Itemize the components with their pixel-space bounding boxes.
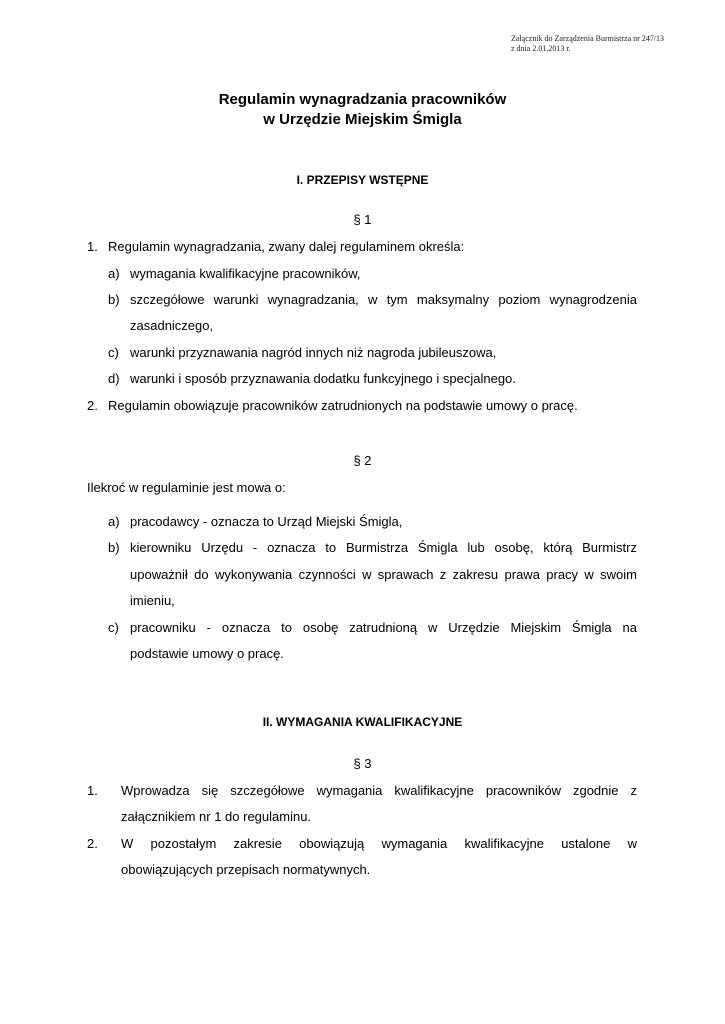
paragraph-mark-2: § 2 (353, 453, 372, 468)
list-item-text: Wprowadza się szczegółowe wymagania kwalifikacyjne pracowników zgodnie z (121, 783, 637, 798)
section-heading-1: I. PRZEPISY WSTĘPNE (296, 173, 429, 187)
paragraph-mark-1: § 1 (353, 212, 372, 227)
list-number: 2. (87, 398, 98, 413)
annex-note (511, 34, 664, 54)
list-letter: c) (108, 620, 119, 635)
list-letter: b) (108, 540, 120, 555)
list-number: 1. (87, 239, 98, 254)
annex-line-2: z dnia 2.01.2013 r. (511, 44, 571, 53)
list-item-text: pracowniku - oznacza to osobę zatrudnioną w Urzędzie Miejskim Śmigla na (130, 620, 637, 635)
list-item-text-continuation: podstawie umowy o pracę. (130, 646, 284, 661)
list-letter: b) (108, 292, 120, 307)
list-letter: c) (108, 345, 119, 360)
list-item-text-continuation: obowiązujących przepisach normatywnych. (121, 862, 371, 877)
list-item-text-continuation: upoważnił do wykonywania czynności w sprawach z zakresu prawa pracy w swoim (130, 567, 637, 582)
list-item-text-continuation: imieniu, (130, 593, 175, 608)
list-item-text-continuation: załącznikiem nr 1 do regulaminu. (121, 809, 312, 824)
list-item-text: warunki przyznawania nagród innych niż nagroda jubileuszowa, (130, 345, 497, 360)
document-title-line-2: w Urzędzie Miejskim Śmigla (263, 111, 462, 128)
list-item-text: Regulamin wynagradzania, zwany dalej regulaminem określa: (108, 239, 465, 254)
document-title-line-1: Regulamin wynagradzania pracowników (218, 91, 507, 108)
list-item-text-continuation: zasadniczego, (130, 318, 214, 333)
list-item-text: wymagania kwalifikacyjne pracowników, (130, 266, 361, 281)
paragraph-mark-3: § 3 (353, 756, 372, 771)
annex-line-1: Załącznik do Zarządzenia Burmistrza nr 247/13 (511, 34, 665, 43)
list-item-text: kierowniku Urzędu - oznacza to Burmistrza Śmigla lub osobę, którą Burmistrz (130, 540, 637, 555)
list-letter: a) (108, 266, 120, 281)
list-item-text: warunki i sposób przyznawania dodatku funkcyjnego i specjalnego. (130, 371, 516, 386)
list-letter: a) (108, 514, 120, 529)
list-item-text: szczegółowe warunki wynagradzania, w tym maksymalny poziom wynagrodzenia (130, 292, 637, 307)
list-item-text: Regulamin obowiązuje pracowników zatrudnionych na podstawie umowy o pracę. (108, 398, 578, 413)
list-item-text: pracodawcy - oznacza to Urząd Miejski Śmigla, (130, 514, 403, 529)
list-number: 1. (87, 783, 98, 798)
list-number: 2. (87, 836, 98, 851)
paragraph-intro: Ilekroć w regulaminie jest mowa o: (87, 480, 286, 495)
list-item-text: W pozostałym zakresie obowiązują wymagania kwalifikacyjne ustalone w (121, 836, 637, 851)
list-letter: d) (108, 371, 120, 386)
section-heading-2: II. WYMAGANIA KWALIFIKACYJNE (262, 715, 463, 729)
